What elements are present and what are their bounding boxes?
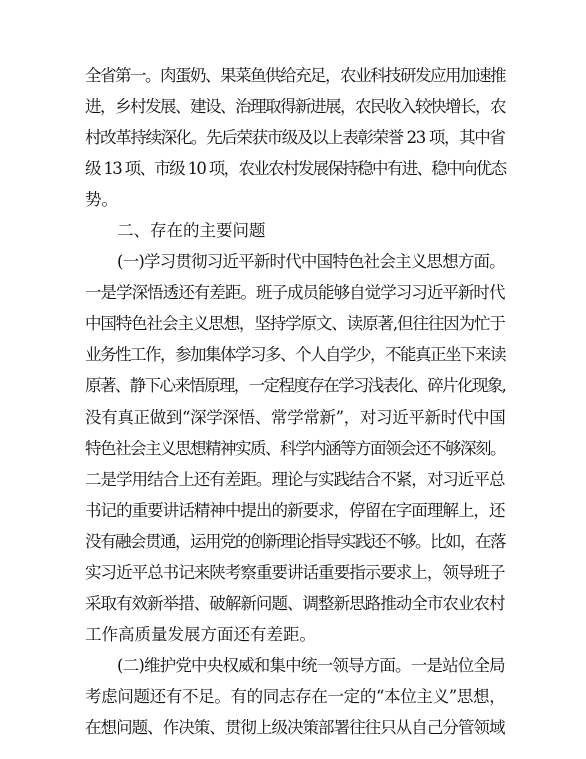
subsection-heading: (二)维护党中央权威和集中统一领导方面。一是站位全局 — [117, 655, 505, 675]
text-line: 业务性工作，参加集体学习多、个人自学少，不能真正坐下来读 — [85, 345, 505, 365]
subsection-heading: (一)学习贯彻习近平新时代中国特色社会主义思想方面。 — [117, 252, 505, 272]
text-line: 在想问题、作决策、贯彻上级决策部署往往只从自己分管领域 — [85, 717, 505, 737]
text-line: 势。 — [85, 190, 118, 210]
section-heading: 二、存在的主要问题 — [117, 221, 266, 241]
text-line: 没有融会贯通，运用党的创新理论指导实践还不够。比如，在落 — [85, 531, 505, 551]
text-line: 级 13 项、市级 10 项，农业农村发展保持稳中有进、稳中向优态 — [85, 159, 506, 179]
text-line: 采取有效新举措、破解新问题、调整新思路推动全市农业农村 — [85, 593, 505, 613]
text-line: 全省第一。肉蛋奶、果菜鱼供给充足，农业科技研发应用加速推 — [85, 66, 505, 85]
text-line: 进，乡村发展、建设、治理取得新进展，农民收入较快增长，农 — [85, 97, 505, 117]
text-line: 工作高质量发展方面还有差距。 — [85, 624, 316, 644]
text-line: 书记的重要讲话精神中提出的新要求，停留在字面理解上，还 — [85, 500, 505, 520]
text-line: 没有真正做到“深学深悟、常学常新”，对习近平新时代中国 — [85, 407, 506, 427]
text-line: 原著、静下心来悟原理，一定程度存在学习浅表化、碎片化现象, — [85, 376, 506, 396]
text-line: 考虑问题还有不足。有的同志存在一定的“本位主义”思想， — [85, 686, 506, 706]
text-line: 一是学深悟透还有差距。班子成员能够自觉学习习近平新时代 — [85, 283, 505, 303]
text-line: 特色社会主义思想精神实质、科学内涵等方面领会还不够深刻。 — [85, 438, 505, 458]
text-line: 二是学用结合上还有差距。理论与实践结合不紧，对习近平总 — [85, 469, 505, 489]
text-line: 实习近平总书记来陕考察重要讲话重要指示要求上，领导班子 — [85, 562, 505, 582]
text-line: 村改革持续深化。先后荣获市级及以上表彰荣誉 23 项，其中省 — [85, 128, 505, 148]
text-line: 中国特色社会主义思想，坚持学原文、读原著,但往往因为忙于 — [85, 314, 505, 334]
